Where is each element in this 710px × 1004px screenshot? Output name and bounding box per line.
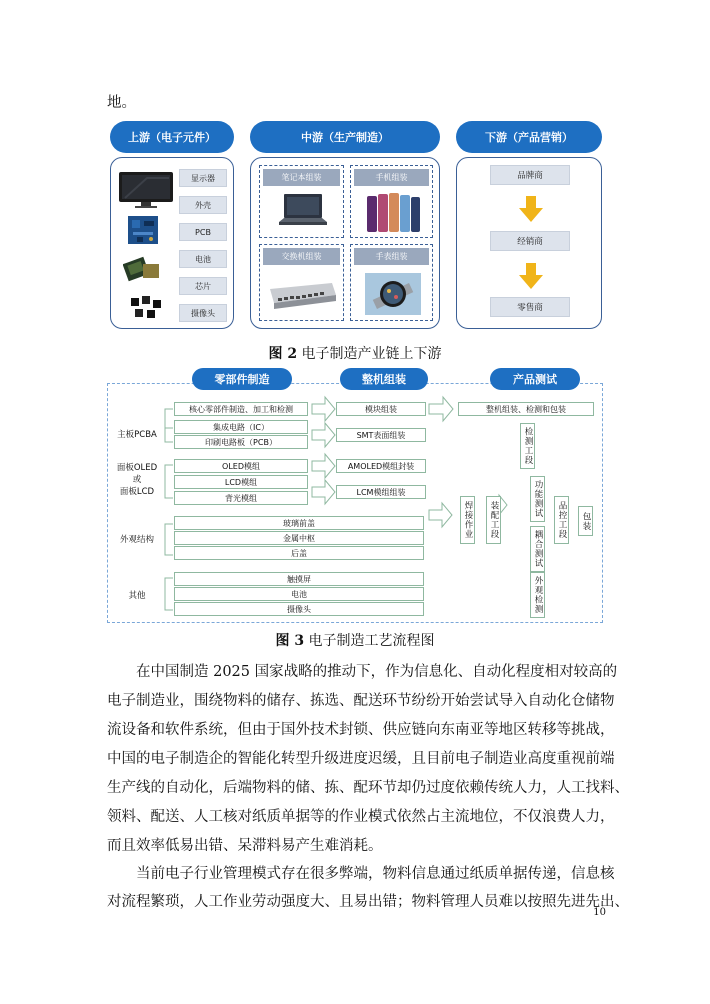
page-number: 10	[593, 907, 606, 918]
figure-3-caption	[0, 630, 710, 650]
label-other: 其他	[128, 591, 146, 601]
text-line: 生产线的自动化，后端物料的储、拣、配环节却仍过度依赖传统人力，人工找料、	[107, 780, 629, 796]
label-panel-lcd: 面板LCD	[119, 487, 155, 497]
label-exterior: 外观结构	[119, 535, 154, 545]
upstream-item-battery: 电池	[179, 250, 227, 268]
figure-3-number: 图 3	[275, 633, 305, 649]
camera-image	[129, 294, 165, 322]
text-line: 而且效率低易出错、呆滞料易产生难消耗。	[107, 838, 383, 854]
tile-phone-title: 手机组装	[354, 169, 429, 186]
upstream-header: 上游（电子元件）	[110, 121, 234, 153]
box-function-test: 功能测试	[530, 476, 545, 522]
box-back-cover: 后盖	[174, 546, 424, 560]
downstream-dealer: 经销商	[490, 231, 570, 251]
upstream-item-pcb: PCB	[179, 223, 227, 241]
box-glass: 玻璃前盖	[174, 516, 424, 530]
midstream-panel	[250, 157, 440, 329]
box-packaging: 包装	[578, 506, 593, 536]
text-line: 流设备和软件系统，但由于国外技术封锁、供应链向东南亚等地区转移等挑战，	[107, 722, 615, 738]
box-touch: 触摸屏	[174, 572, 424, 586]
box-welding: 焊接作业	[460, 496, 475, 544]
tile-switch	[259, 244, 344, 321]
text-line: 电子制造业，围绕物料的储存、拣选、配送环节纷纷开始尝试导入自动化仓储物	[107, 693, 615, 709]
watch-image	[365, 273, 421, 315]
box-module-assembly: 模块组装	[336, 402, 426, 416]
figure-2-number: 图 2	[268, 346, 298, 362]
upstream-item-display: 显示器	[179, 169, 227, 187]
box-detect-section: 检测工段	[520, 423, 535, 469]
text-line: 在中国制造 2025 国家战略的推动下，作为信息化、自动化程度相对较高的	[136, 664, 618, 680]
label-panel-oled: 面板OLED	[116, 463, 158, 473]
tile-phone	[350, 165, 433, 238]
box-fitting: 装配工段	[486, 496, 501, 544]
figure-2-caption	[0, 343, 710, 363]
figure-3-title: 电子制造工艺流程图	[308, 633, 435, 649]
header-testing: 产品测试	[490, 368, 580, 390]
header-parts: 零部件制造	[192, 368, 292, 390]
upstream-item-shell: 外壳	[179, 196, 227, 214]
header-assembly: 整机组装	[340, 368, 428, 390]
box-lcd: LCD模组	[174, 475, 308, 489]
upstream-item-chip: 芯片	[179, 277, 227, 295]
monitor-image	[117, 170, 175, 210]
box-camera: 摄像头	[174, 602, 424, 616]
downstream-brand: 品牌商	[490, 165, 570, 185]
battery-image	[123, 254, 163, 284]
arrow-down-icon	[519, 263, 543, 289]
box-ic: 集成电路（IC）	[174, 420, 308, 434]
phone-image	[365, 192, 421, 234]
upstream-item-camera: 摄像头	[179, 304, 227, 322]
label-pcba: 主板PCBA	[117, 430, 157, 440]
box-frame: 金属中枢	[174, 531, 424, 545]
label-panel-or: 或	[132, 475, 142, 485]
text-line: 对流程繁琐，人工作业劳动强度大、且易出错；物料管理人员难以按照先进先出、	[107, 894, 629, 910]
arrow-down-icon	[519, 196, 543, 222]
box-core-parts: 核心零部件制造、加工和检测	[174, 402, 308, 416]
tile-watch-title: 手表组装	[354, 248, 429, 265]
laptop-image	[278, 192, 328, 232]
box-backlight: 背光模组	[174, 491, 308, 505]
pcb-image	[127, 215, 159, 245]
box-qc-section: 品控工段	[554, 496, 569, 544]
text-line: 当前电子行业管理模式存在很多弊端，物料信息通过纸质单据传递，信息核	[136, 866, 615, 882]
box-coupling-test: 耦合测试	[530, 526, 545, 572]
box-lcm: LCM模组组装	[336, 485, 426, 499]
switch-image	[268, 279, 338, 311]
tile-watch	[350, 244, 433, 321]
tile-laptop-title: 笔记本组装	[263, 169, 340, 186]
tile-laptop	[259, 165, 344, 238]
figure-2-title: 电子制造产业链上下游	[301, 346, 442, 362]
downstream-header: 下游（产品营销）	[456, 121, 602, 153]
text-line: 领料、配送、人工核对纸质单据等的作业模式依然占主流地位，不仅浪费人力，	[107, 809, 615, 825]
downstream-retailer: 零售商	[490, 297, 570, 317]
box-battery: 电池	[174, 587, 424, 601]
box-amoled: AMOLED模组封装	[336, 459, 426, 473]
upstream-panel	[110, 157, 234, 329]
text-line: 中国的电子制造企的智能化转型升级进度迟缓，且目前电子制造业高度重视前端	[107, 751, 615, 767]
tile-switch-title: 交换机组装	[263, 248, 340, 265]
box-pcb: 印刷电路板（PCB）	[174, 435, 308, 449]
downstream-panel	[456, 157, 602, 329]
box-smt: SMT表面组装	[336, 428, 426, 442]
box-oled: OLED模组	[174, 459, 308, 473]
midstream-header: 中游（生产制造）	[250, 121, 440, 153]
box-appearance-test: 外观检测	[530, 572, 545, 618]
box-whole-machine: 整机组装、检测和包装	[458, 402, 594, 416]
paragraph-fragment: 地。	[107, 95, 136, 111]
